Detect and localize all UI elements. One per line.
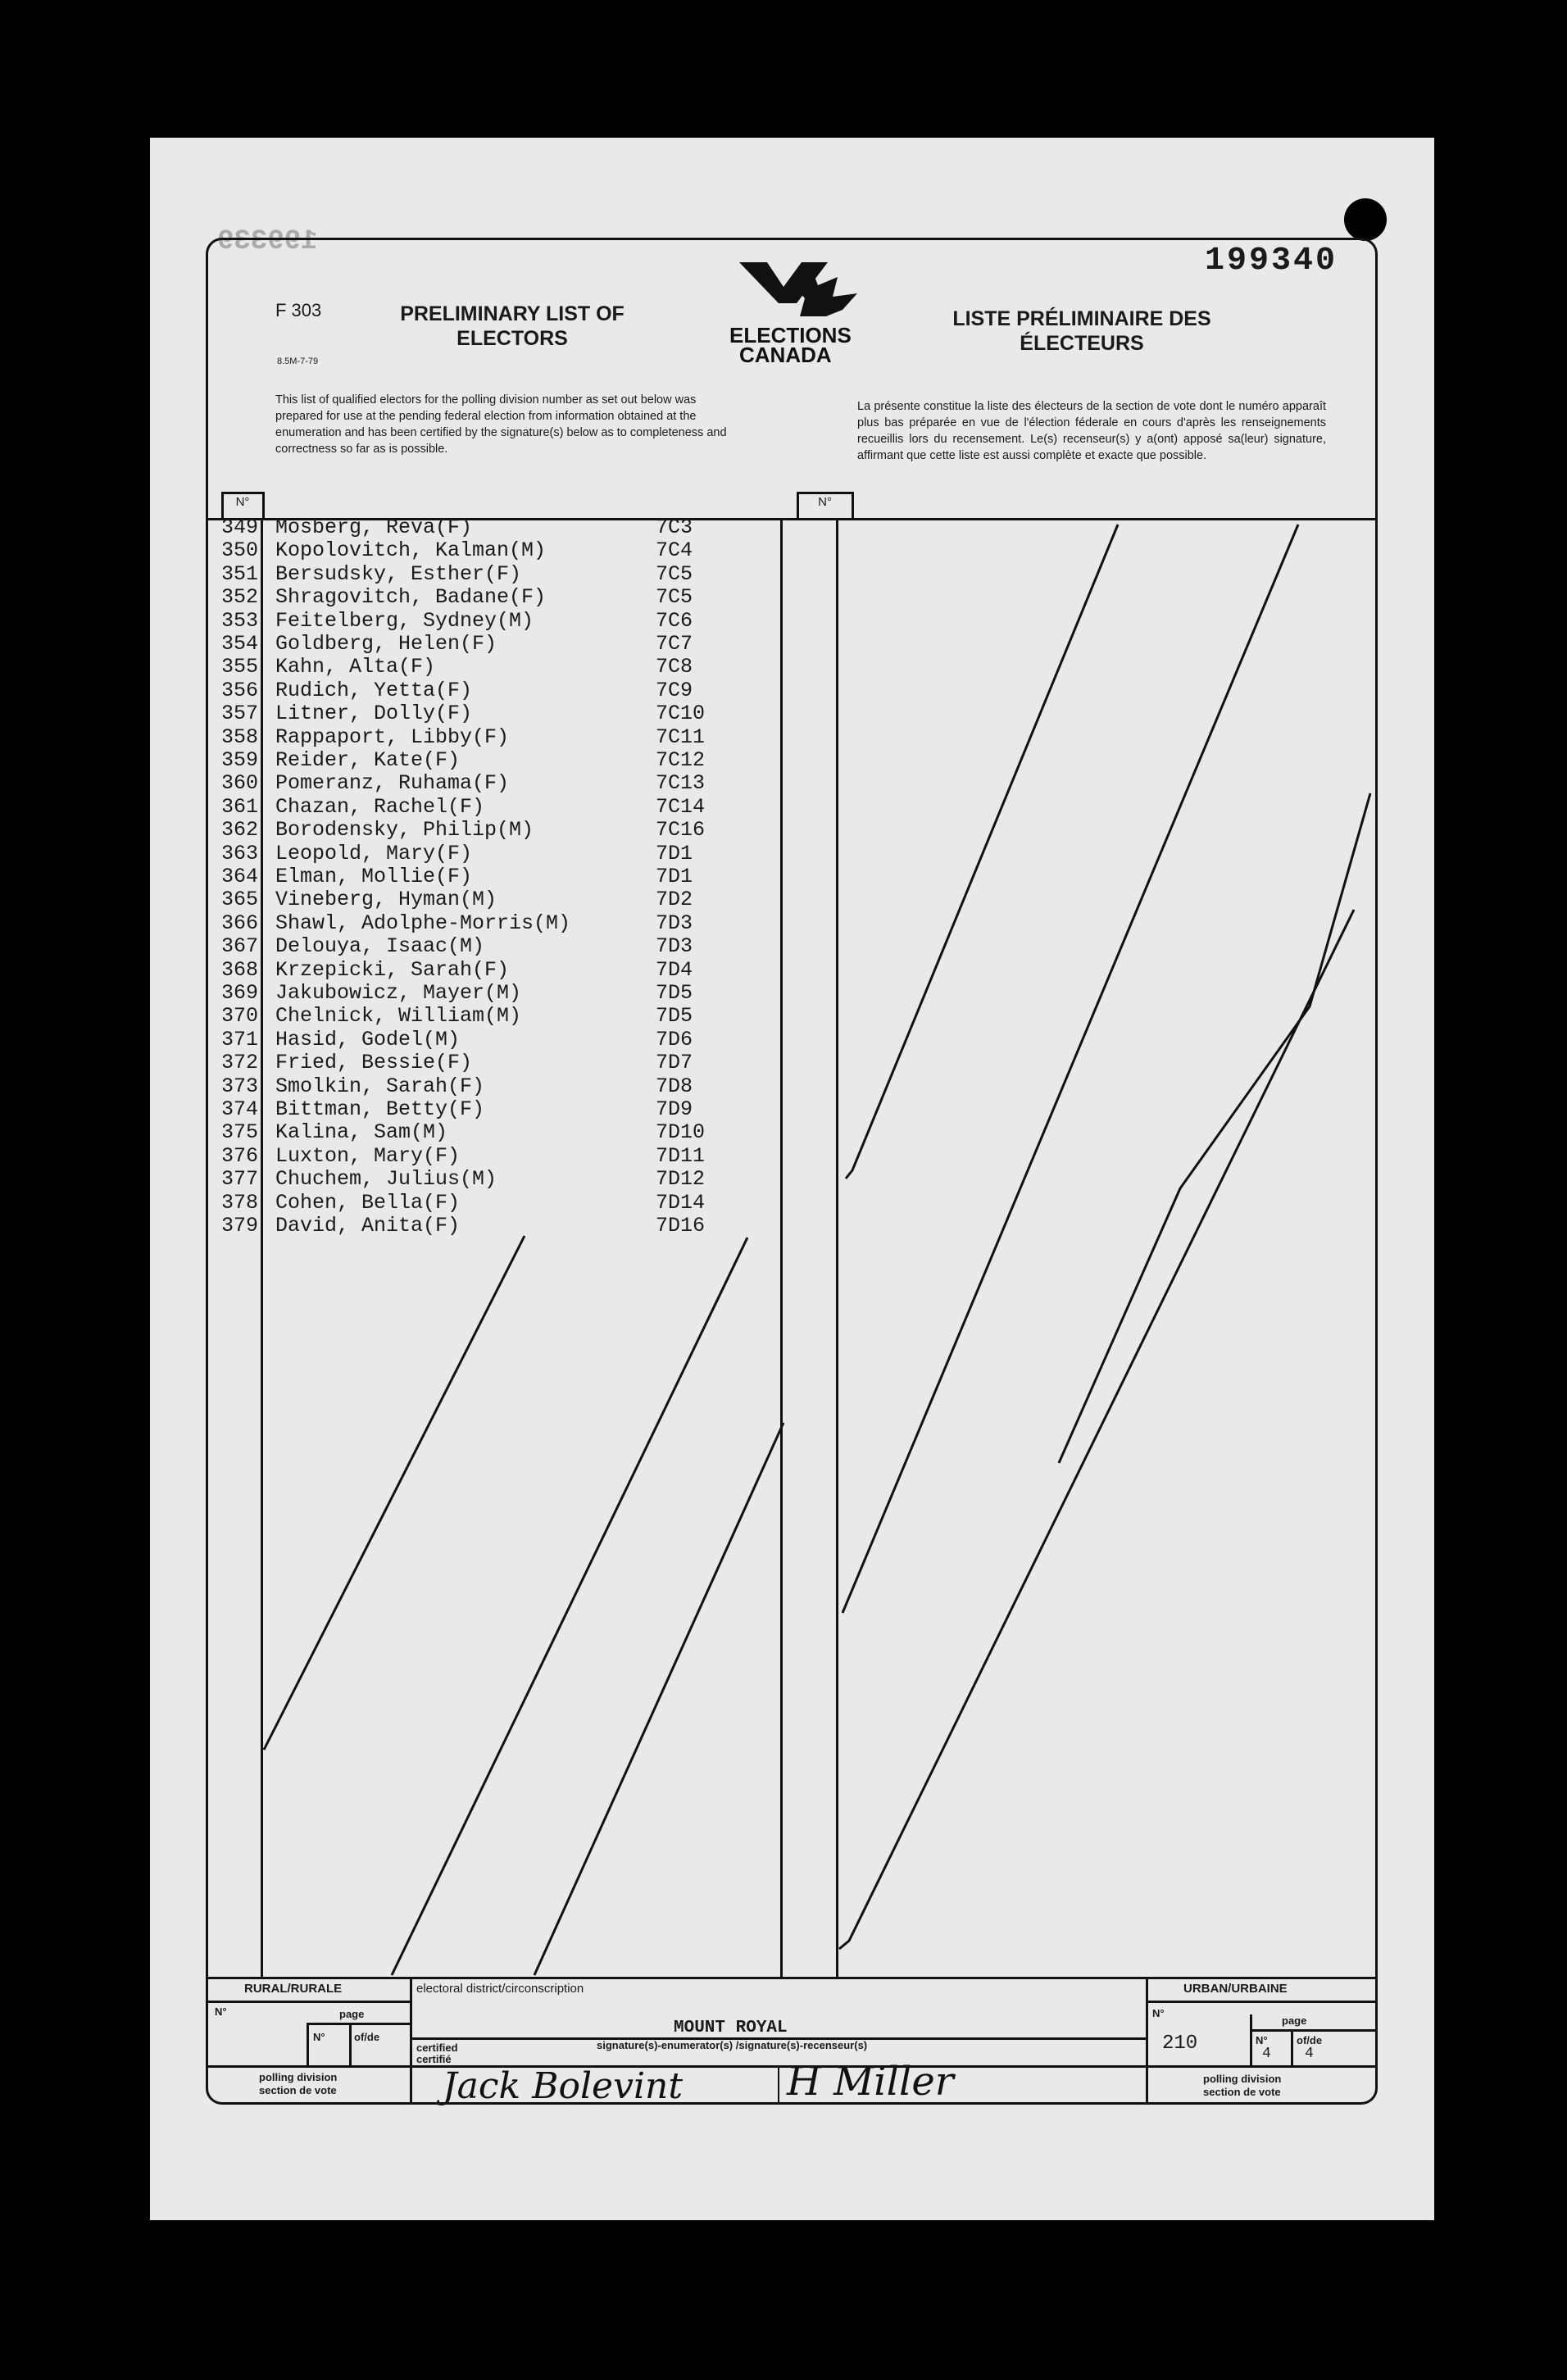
entry-name: Kopolovitch, Kalman(M) <box>275 538 547 563</box>
entry-name: Litner, Dolly(F) <box>275 702 473 726</box>
entry-number: 361 <box>221 794 259 819</box>
form-code: F 303 <box>275 300 322 320</box>
entry-poll-code: 7C5 <box>656 561 693 586</box>
rural-of-label: of/de <box>354 2031 380 2043</box>
note-french: La présente constitue la liste des électeurs de la section de vote dont le numéro apparaît plus bas préparée en vue de l'élection féderale en cours d'après les renseignements recueillis lors du recensement. Le(s) recenseur(s) y a(ont) apposé sa(leur) signature, affirmant que cette liste est aussi complète et exacte que possible. <box>857 400 1326 462</box>
signature-enumerator-2: H Miller <box>787 2059 954 2105</box>
entry-number: 360 <box>221 771 259 796</box>
entry-number: 376 <box>221 1143 259 1168</box>
entry-poll-code: 7C14 <box>656 794 706 819</box>
entry-poll-code: 7C16 <box>656 818 706 843</box>
entry-number: 377 <box>221 1167 259 1192</box>
note-english: This list of qualified electors for the polling division number as set out below was prepared for use at the pending federal election from information obtained at the enumeration and has been certified by the signature(s) below as to completeness and correctness so far as is possible. <box>275 393 727 456</box>
entry-poll-code: 7D5 <box>656 981 693 1005</box>
entry-name: Hasid, Godel(M) <box>275 1027 461 1051</box>
district-value: MOUNT ROYAL <box>674 2019 788 2037</box>
entry-poll-code: 7D3 <box>656 934 693 959</box>
entry-name: Kahn, Alta(F) <box>275 655 436 679</box>
entry-number: 363 <box>221 841 259 865</box>
entry-number: 365 <box>221 888 259 912</box>
urban-label: URBAN/URBAINE <box>1183 1982 1288 1996</box>
urban-page-label: page <box>1282 2014 1307 2027</box>
entry-number: 356 <box>221 678 259 702</box>
entry-number: 352 <box>221 585 259 610</box>
entry-poll-code: 7C9 <box>656 678 693 702</box>
entry-number: 359 <box>221 748 259 772</box>
entry-number: 370 <box>221 1004 259 1029</box>
entry-poll-code: 7D11 <box>656 1143 706 1168</box>
entry-name: Kalina, Sam(M) <box>275 1120 448 1145</box>
entry-poll-code: 7D7 <box>656 1051 693 1075</box>
entry-number: 367 <box>221 934 259 959</box>
entry-poll-code: 7D4 <box>656 957 693 982</box>
entry-number: 358 <box>221 724 259 749</box>
entry-name: Chuchem, Julius(M) <box>275 1167 497 1192</box>
title-french: LISTE PRÉLIMINAIRE DES ÉLECTEURS <box>952 307 1211 355</box>
entry-poll-code: 7D3 <box>656 911 693 935</box>
entry-number: 355 <box>221 655 259 679</box>
urban-polling-label: polling division <box>1203 2073 1282 2085</box>
entry-name: Jakubowicz, Mayer(M) <box>275 981 522 1005</box>
entry-name: Cohen, Bella(F) <box>275 1190 461 1215</box>
entry-number: 371 <box>221 1027 259 1051</box>
rural-label: RURAL/RURALE <box>244 1982 343 1996</box>
entry-name: Krzepicki, Sarah(F) <box>275 957 510 982</box>
entry-number: 373 <box>221 1074 259 1098</box>
entry-name: Smolkin, Sarah(F) <box>275 1074 485 1098</box>
entry-name: Shawl, Adolphe-Morris(M) <box>275 911 571 935</box>
entry-number: 364 <box>221 865 259 888</box>
urban-section-label: section de vote <box>1203 2086 1281 2098</box>
entry-number: 366 <box>221 911 259 935</box>
entry-poll-code: 7D9 <box>656 1097 693 1121</box>
entry-number: 378 <box>221 1190 259 1215</box>
entry-name: Delouya, Isaac(M) <box>275 934 485 959</box>
entry-poll-code: 7D1 <box>656 841 693 865</box>
entry-number: 350 <box>221 538 259 563</box>
entry-name: Mosberg, Reva(F) <box>275 516 473 539</box>
entry-poll-code: 7D1 <box>656 865 693 888</box>
entry-name: Leopold, Mary(F) <box>275 841 473 865</box>
entry-poll-code: 7D12 <box>656 1167 706 1192</box>
entry-poll-code: 7C6 <box>656 608 693 633</box>
entry-name: Luxton, Mary(F) <box>275 1143 461 1168</box>
entry-name: Rudich, Yetta(F) <box>275 678 473 702</box>
entry-number: 375 <box>221 1120 259 1145</box>
entry-poll-code: 7C3 <box>656 516 693 539</box>
title-english: PRELIMINARY LIST OF ELECTORS <box>400 302 625 350</box>
urban-page-number: 4 <box>1262 2046 1271 2062</box>
column-header-number: N° <box>235 495 250 509</box>
entry-name: Vineberg, Hyman(M) <box>275 888 497 912</box>
urban-of-label: of/de <box>1297 2034 1323 2046</box>
entry-number: 368 <box>221 957 259 982</box>
entry-number: 369 <box>221 981 259 1005</box>
entry-name: Elman, Mollie(F) <box>275 865 473 888</box>
entry-name: Goldberg, Helen(F) <box>275 632 497 656</box>
urban-no-label: N° <box>1152 2007 1165 2019</box>
entry-name: Bittman, Betty(F) <box>275 1097 485 1121</box>
entry-poll-code: 7C13 <box>656 771 706 796</box>
entry-name: Borodensky, Philip(M) <box>275 818 534 843</box>
reversed-stamp: 199339 <box>217 226 318 257</box>
entry-name: Pomeranz, Ruhama(F) <box>275 771 510 796</box>
entry-poll-code: 7D8 <box>656 1074 693 1098</box>
entry-poll-code: 7D14 <box>656 1190 706 1215</box>
rural-section-label: section de vote <box>259 2084 337 2096</box>
entry-poll-code: 7C10 <box>656 702 706 726</box>
entry-number: 374 <box>221 1097 259 1121</box>
rural-page-no-label: N° <box>313 2031 325 2043</box>
entry-poll-code: 7C7 <box>656 632 693 656</box>
entry-poll-code: 7C12 <box>656 748 706 772</box>
entry-number: 362 <box>221 818 259 843</box>
document-number: 199340 <box>1205 243 1338 279</box>
logo-text-canada: CANADA <box>739 343 832 367</box>
entry-name: Chazan, Rachel(F) <box>275 794 485 819</box>
entry-poll-code: 7D2 <box>656 888 693 912</box>
entry-number: 353 <box>221 608 259 633</box>
entry-name: Chelnick, William(M) <box>275 1004 522 1029</box>
entry-name: Feitelberg, Sydney(M) <box>275 608 534 633</box>
urban-page-no-label: N° <box>1256 2034 1268 2046</box>
entry-number: 349 <box>221 516 259 539</box>
signature-label: signature(s)-enumerator(s) /signature(s)-recenseur(s) <box>597 2039 868 2051</box>
entry-number: 379 <box>221 1214 259 1238</box>
signature-enumerator-1: Jack Bolevint <box>443 2065 684 2107</box>
entry-name: Reider, Kate(F) <box>275 748 461 772</box>
entry-poll-code: 7C4 <box>656 538 693 563</box>
entry-name: Rappaport, Libby(F) <box>275 724 510 749</box>
entry-poll-code: 7D16 <box>656 1214 706 1238</box>
entry-name: David, Anita(F) <box>275 1214 461 1238</box>
entry-number: 351 <box>221 561 259 586</box>
logo-text-elections: ELECTIONS <box>729 323 852 347</box>
rural-no-label: N° <box>215 2005 227 2018</box>
entry-poll-code: 7D10 <box>656 1120 706 1145</box>
certified-label-french: certifié <box>416 2053 452 2065</box>
entry-number: 354 <box>221 632 259 656</box>
rural-page-label: page <box>339 2008 365 2020</box>
certified-label: certified <box>416 2042 458 2054</box>
entry-poll-code: 7C8 <box>656 655 693 679</box>
entry-poll-code: 7D5 <box>656 1004 693 1029</box>
entry-name: Bersudsky, Esther(F) <box>275 561 522 586</box>
entry-name: Shragovitch, Badane(F) <box>275 585 547 610</box>
entry-poll-code: 7C5 <box>656 585 693 610</box>
entry-name: Fried, Bessie(F) <box>275 1051 473 1075</box>
urban-polling-number: 210 <box>1162 2033 1198 2055</box>
entry-poll-code: 7D6 <box>656 1027 693 1051</box>
district-label: electoral district/circonscription <box>416 1982 584 1996</box>
rural-polling-label: polling division <box>259 2071 338 2083</box>
entry-poll-code: 7C11 <box>656 724 706 749</box>
print-code: 8.5M-7-79 <box>277 357 319 366</box>
column-header-number-right: N° <box>818 495 832 509</box>
entry-number: 372 <box>221 1051 259 1075</box>
entry-number: 357 <box>221 702 259 726</box>
urban-of-number: 4 <box>1305 2046 1314 2062</box>
